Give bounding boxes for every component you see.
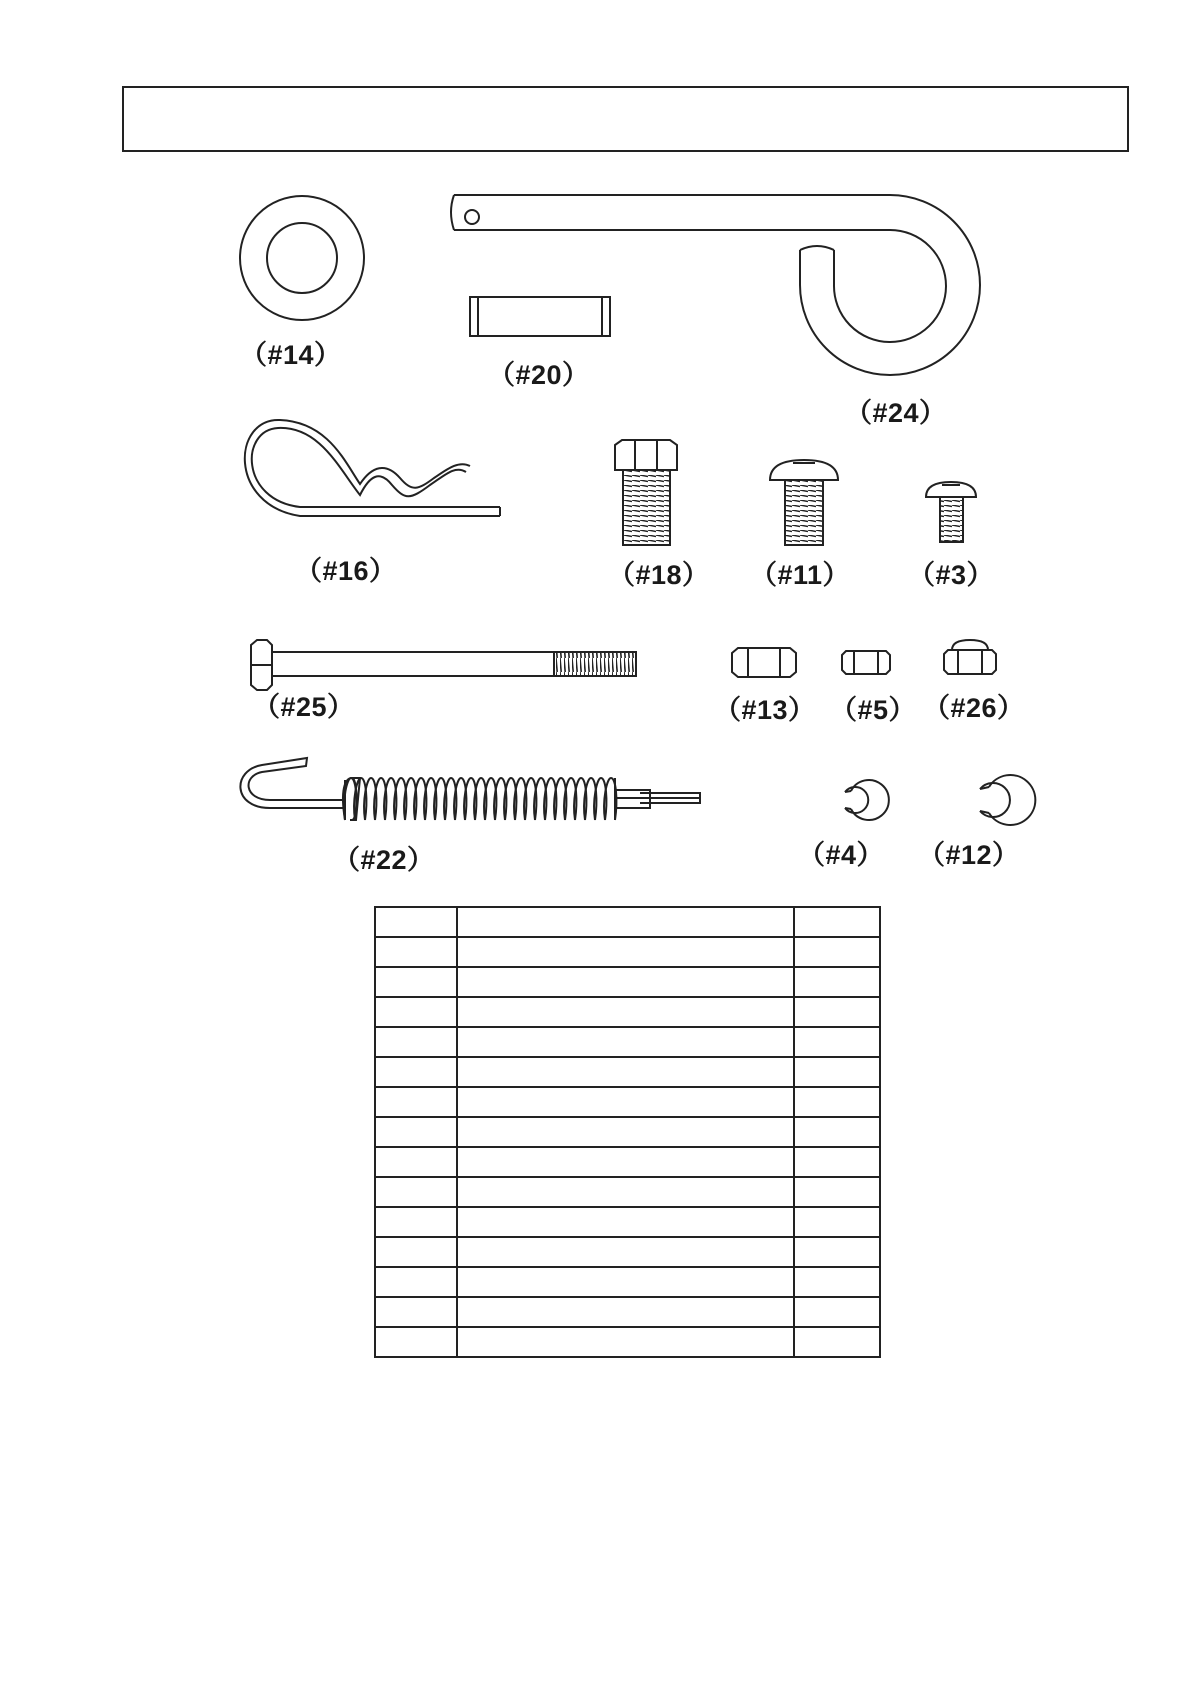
table-cell [794, 1297, 880, 1327]
table-cell [794, 1057, 880, 1087]
table-row [375, 1267, 880, 1297]
table-cell [457, 1297, 795, 1327]
table-row [375, 1087, 880, 1117]
table-cell [457, 967, 795, 997]
table-cell [457, 1057, 795, 1087]
table-row [375, 1177, 880, 1207]
table-cell [375, 1117, 457, 1147]
part-label-20: （#20） [488, 360, 590, 390]
part-label-5: （#5） [830, 695, 917, 725]
spring-washer-small-icon [845, 780, 889, 820]
table-cell [794, 1177, 880, 1207]
part-label-26: （#26） [923, 693, 1025, 723]
table-row [375, 1117, 880, 1147]
part-label-14: （#14） [240, 340, 342, 370]
table-cell [457, 1177, 795, 1207]
part-label-16: （#16） [295, 556, 397, 586]
part-label-22: （#22） [333, 845, 435, 875]
table-cell [375, 937, 457, 967]
table-cell [794, 1027, 880, 1057]
pan-head-screw-small-icon [926, 482, 976, 542]
table-cell [794, 997, 880, 1027]
table-cell [794, 1237, 880, 1267]
r-clip-pin-icon [245, 420, 500, 516]
table-cell [457, 1117, 795, 1147]
table-cell [794, 1267, 880, 1297]
table-cell [375, 1267, 457, 1297]
table-cell [457, 1147, 795, 1177]
table-row [375, 997, 880, 1027]
spring-washer-large-icon [980, 775, 1035, 825]
table-cell [375, 1027, 457, 1057]
table-cell [375, 1237, 457, 1267]
pan-head-screw-large-icon [770, 460, 838, 545]
hex-nut-small-icon [842, 651, 890, 674]
table-cell [457, 1207, 795, 1237]
table-cell [375, 1207, 457, 1237]
hex-bolt-icon [615, 440, 677, 545]
table-cell [457, 1027, 795, 1057]
part-label-18: （#18） [608, 560, 710, 590]
table-cell [457, 937, 795, 967]
table-cell [794, 1147, 880, 1177]
table-row [375, 967, 880, 997]
spacer-tube-icon [470, 297, 610, 336]
table-cell [457, 1237, 795, 1267]
table-row [375, 1237, 880, 1267]
part-label-25: （#25） [253, 692, 355, 722]
table-cell [457, 1087, 795, 1117]
table-cell [794, 907, 880, 937]
table-cell [375, 997, 457, 1027]
table-cell [457, 907, 795, 937]
table-cell [794, 967, 880, 997]
table-cell [375, 907, 457, 937]
table-row [375, 1057, 880, 1087]
table-cell [794, 1087, 880, 1117]
table-row [375, 907, 880, 937]
table-cell [375, 1297, 457, 1327]
table-row [375, 1027, 880, 1057]
long-hex-bolt-icon [251, 640, 636, 690]
table-cell [794, 937, 880, 967]
table-cell [375, 1087, 457, 1117]
hex-nut-large-icon [732, 648, 796, 677]
table-cell [457, 997, 795, 1027]
table-cell [794, 1117, 880, 1147]
nylon-lock-nut-icon [944, 640, 996, 674]
table-row [375, 1297, 880, 1327]
table-cell [457, 1267, 795, 1297]
table-row [375, 937, 880, 967]
table-cell [794, 1207, 880, 1237]
table-cell [375, 1057, 457, 1087]
table-row [375, 1207, 880, 1237]
table-row [375, 1327, 880, 1357]
table-cell [375, 1147, 457, 1177]
part-label-13: （#13） [714, 695, 816, 725]
tension-spring-icon [240, 758, 700, 820]
table-cell [375, 1327, 457, 1357]
table-cell [794, 1327, 880, 1357]
hook-bar-icon [451, 195, 980, 375]
table-row [375, 1147, 880, 1177]
table-cell [375, 967, 457, 997]
part-label-11: （#11） [750, 560, 851, 590]
table-cell [457, 1327, 795, 1357]
table-cell [375, 1177, 457, 1207]
part-label-3: （#3） [908, 560, 995, 590]
part-label-24: （#24） [845, 398, 947, 428]
part-label-4: （#4） [798, 840, 885, 870]
part-label-12: （#12） [918, 840, 1020, 870]
washer-icon [240, 196, 364, 320]
parts-list-table [374, 906, 881, 1358]
